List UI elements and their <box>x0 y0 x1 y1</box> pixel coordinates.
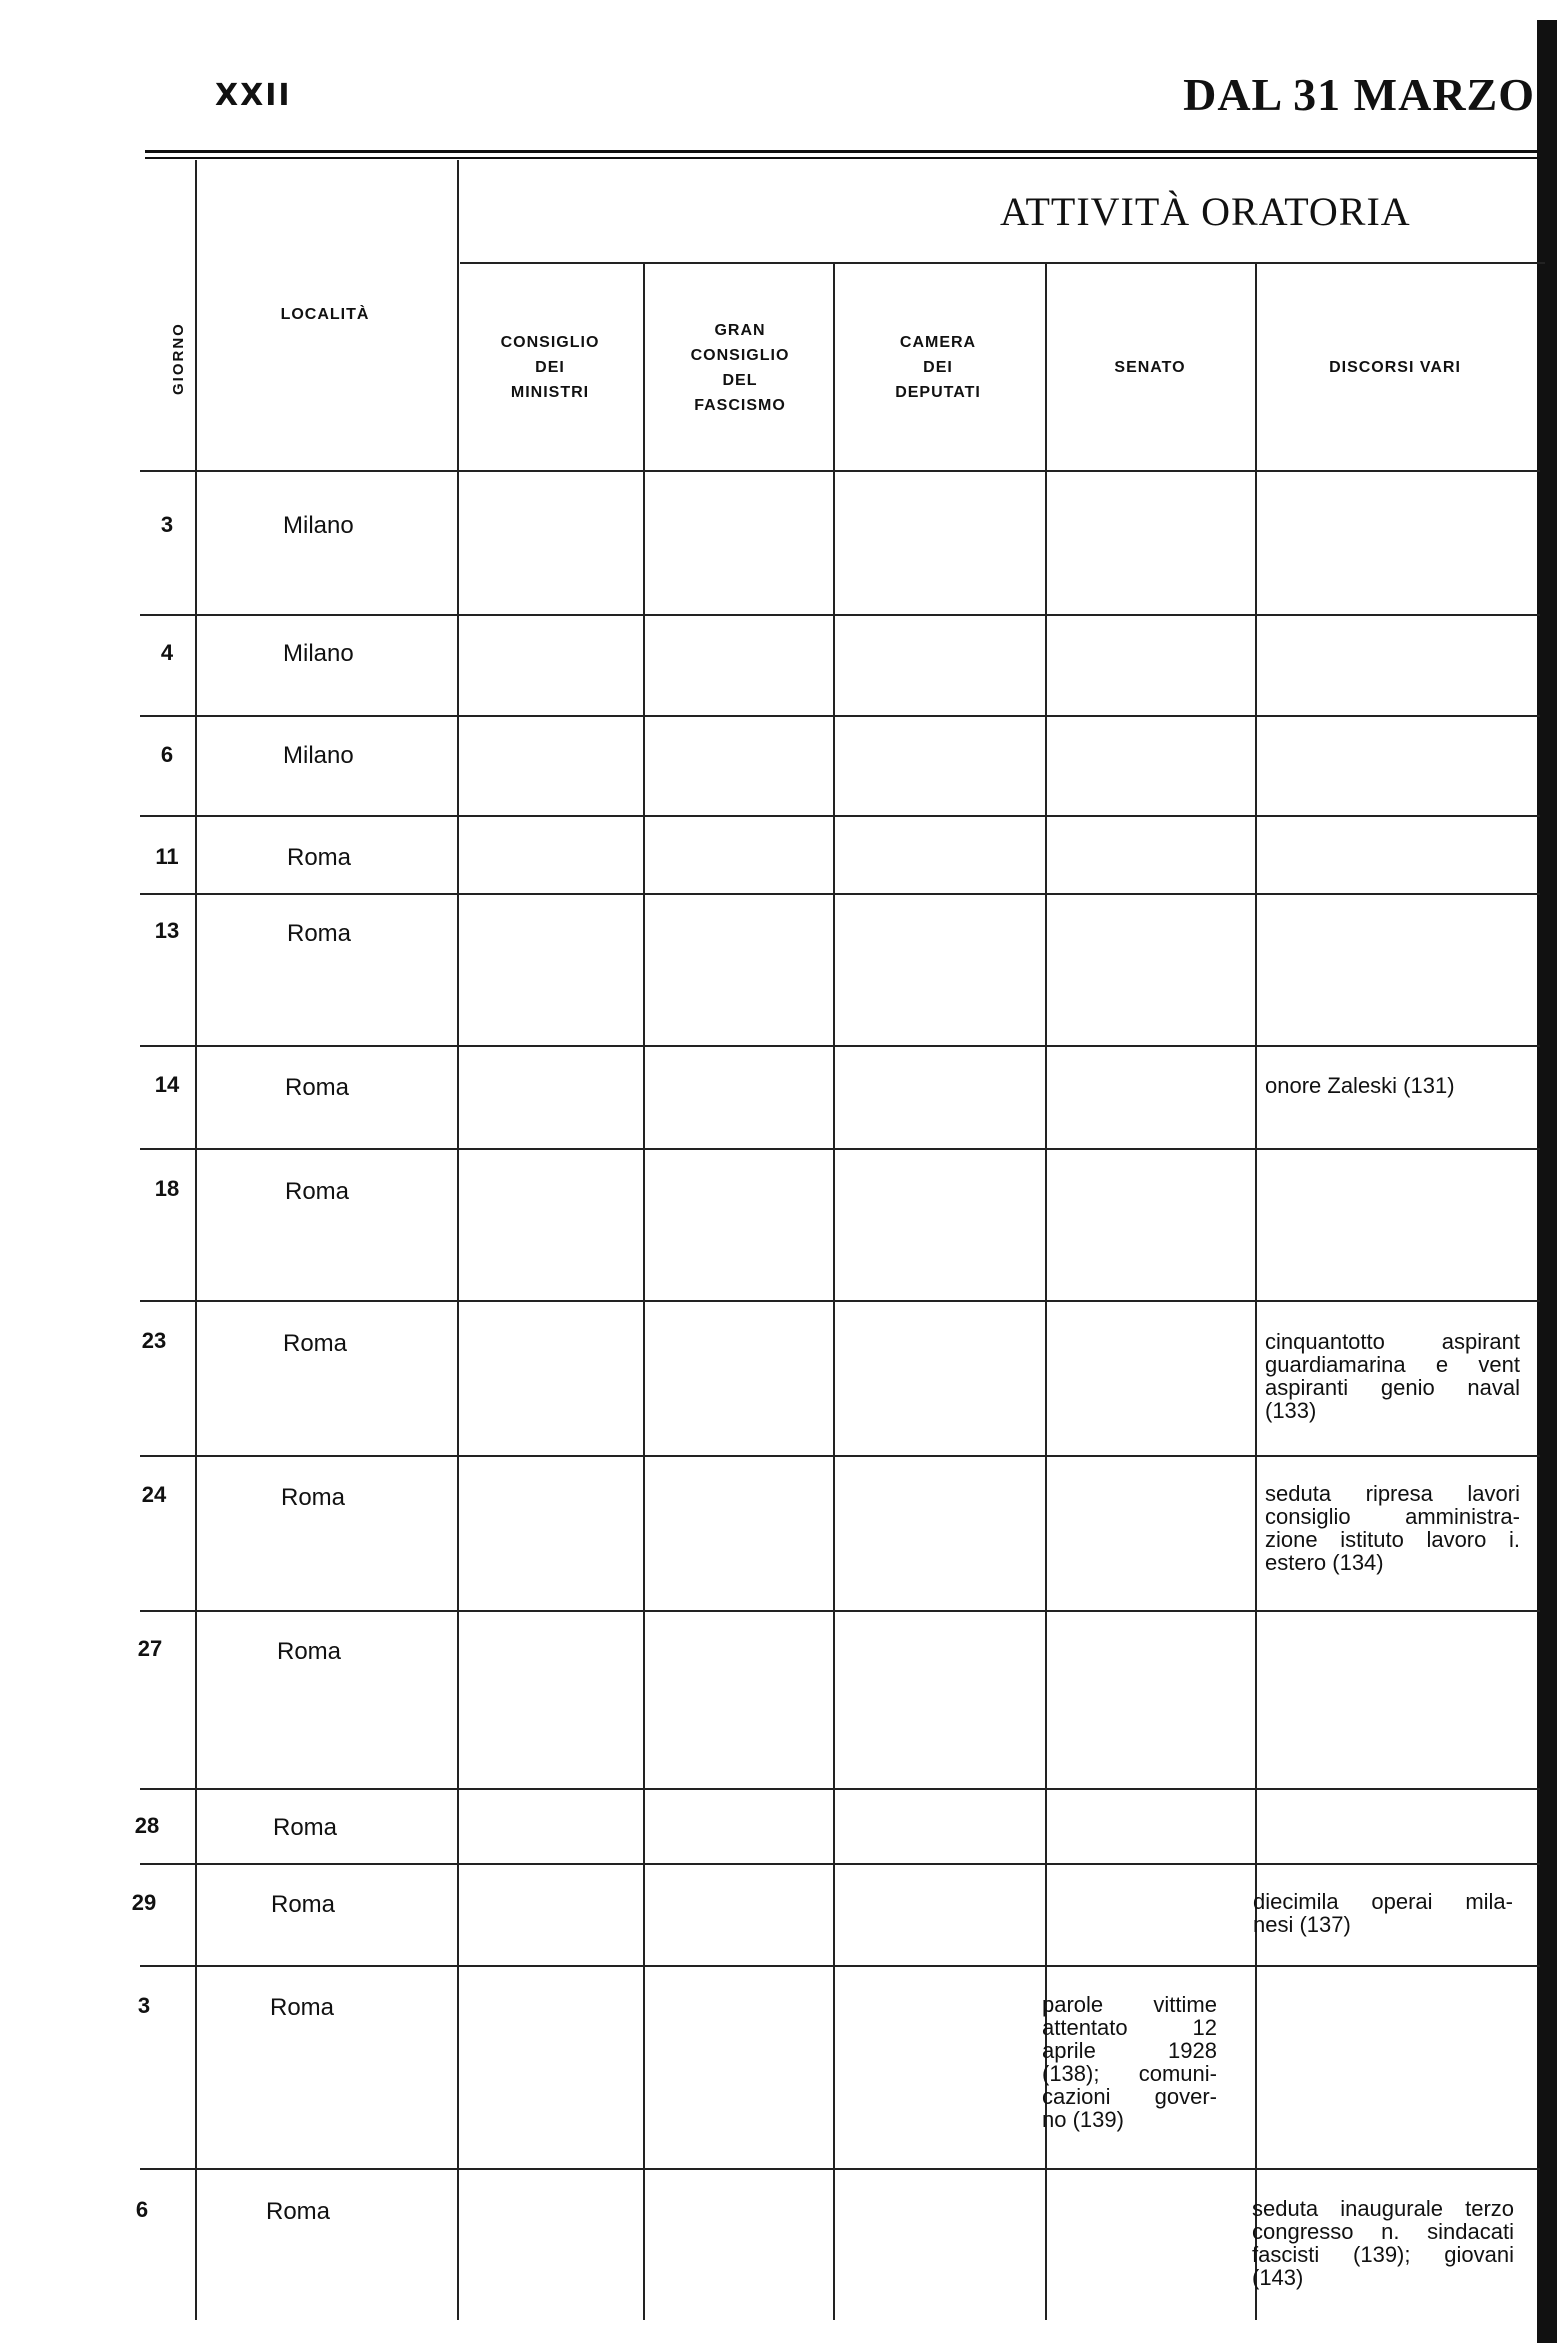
place-cell: Milano <box>283 512 354 539</box>
column-header-line: CONSIGLIO <box>500 334 600 351</box>
cell-line: cinquantotto aspirant <box>1265 1329 1520 1354</box>
cell-line: estero (134) <box>1265 1550 1384 1575</box>
cell-line: diecimila operai mila- <box>1253 1889 1513 1914</box>
cell-line: nesi (137) <box>1253 1912 1351 1937</box>
day-cell: 23 <box>141 1328 167 1353</box>
row-rule <box>140 893 1540 895</box>
day-cell: 6 <box>135 2197 149 2222</box>
row-rule <box>140 1300 1540 1302</box>
day-cell: 14 <box>154 1072 180 1097</box>
row-rule <box>140 1610 1540 1612</box>
column-rule <box>833 262 835 2320</box>
day-cell: 28 <box>134 1813 160 1838</box>
place-cell: Roma <box>273 1814 338 1841</box>
cell-line: onore Zaleski (131) <box>1265 1073 1455 1098</box>
place-cell: Milano <box>283 742 354 769</box>
column-header-consiglio-ministri <box>460 330 640 405</box>
day-cell: 6 <box>160 742 174 767</box>
row-rule <box>140 2168 1540 2170</box>
column-header-localita: LOCALITÀ <box>280 306 370 323</box>
discorsi-cell <box>1252 2197 1514 2289</box>
place-cell: Roma <box>266 2198 331 2225</box>
place-cell: Roma <box>285 1074 350 1101</box>
column-header-line: DEI <box>923 359 953 376</box>
column-header-line: GRAN <box>714 322 766 339</box>
column-header-line: DEI <box>535 359 565 376</box>
place-cell: Roma <box>281 1484 346 1511</box>
place-cell: Milano <box>283 640 354 667</box>
row-rule <box>140 1965 1540 1967</box>
cell-line: guardiamarina e vent <box>1265 1352 1520 1377</box>
column-header-line: DEL <box>722 372 758 389</box>
place-cell: Roma <box>285 1178 350 1205</box>
place-cell: Roma <box>287 920 352 947</box>
column-header-senato: SENATO <box>1114 359 1186 376</box>
cell-line: seduta ripresa lavori <box>1265 1481 1520 1506</box>
row-rule <box>140 715 1540 717</box>
place-cell: Roma <box>270 1994 335 2021</box>
place-cell: Roma <box>277 1638 342 1665</box>
cell-line: zione istituto lavoro i. <box>1265 1527 1520 1552</box>
day-cell: 4 <box>160 640 174 665</box>
discorsi-cell <box>1265 1330 1520 1422</box>
discorsi-cell <box>1265 1074 1510 1097</box>
discorsi-cell <box>1253 1890 1513 1936</box>
day-cell: 11 <box>155 844 179 869</box>
day-cell: 24 <box>141 1482 167 1507</box>
senato-cell <box>1042 1993 1217 2131</box>
day-cell: 13 <box>154 918 180 943</box>
cell-line: (138); comuni- <box>1042 2061 1217 2086</box>
column-header-gran-consiglio <box>650 318 830 418</box>
day-cell: 29 <box>131 1890 157 1915</box>
column-header-camera-deputati <box>848 330 1028 405</box>
row-rule <box>140 815 1540 817</box>
cell-line: aspiranti genio naval <box>1265 1375 1520 1400</box>
row-rule <box>140 470 1540 472</box>
cell-line: aprile 1928 <box>1042 2038 1217 2063</box>
cell-line: attentato 12 <box>1042 2015 1217 2040</box>
top-rule <box>145 150 1545 153</box>
place-cell: Roma <box>283 1330 348 1357</box>
column-header-giorno: GIORNO <box>170 322 187 395</box>
column-header-line: DEPUTATI <box>895 384 981 401</box>
column-header-discorsi-vari: DISCORSI VARI <box>1329 359 1461 376</box>
cell-line: cazioni gover- <box>1042 2084 1217 2109</box>
top-rule-thin <box>145 157 1545 159</box>
row-rule <box>140 1788 1540 1790</box>
page-number: XXII <box>215 78 292 113</box>
row-rule <box>140 1148 1540 1150</box>
column-header-line: MINISTRI <box>510 384 590 401</box>
day-cell: 3 <box>137 1993 151 2018</box>
column-rule <box>195 160 197 2320</box>
header-group-rule <box>460 262 1545 264</box>
column-rule <box>643 262 645 2320</box>
running-title: DAL 31 MARZO <box>1183 69 1535 120</box>
page-edge-shadow <box>1537 20 1557 2343</box>
discorsi-cell <box>1265 1482 1520 1574</box>
column-rule <box>457 160 459 2320</box>
day-cell: 3 <box>160 512 174 537</box>
row-rule <box>140 1455 1540 1457</box>
row-rule <box>140 614 1540 616</box>
day-cell: 27 <box>137 1636 163 1661</box>
cell-line: fascisti (139); giovani <box>1252 2242 1514 2267</box>
row-rule <box>140 1045 1540 1047</box>
cell-line: (133) <box>1265 1398 1317 1423</box>
place-cell: Roma <box>271 1891 336 1918</box>
cell-line: consiglio amministra- <box>1265 1504 1520 1529</box>
column-rule <box>1255 262 1257 2320</box>
section-title: ATTIVITÀ ORATORIA <box>1000 189 1411 234</box>
column-header-line: CAMERA <box>899 334 977 351</box>
column-header-line: FASCISMO <box>694 397 786 414</box>
cell-line: congresso n. sindacati <box>1252 2219 1514 2244</box>
cell-line: no (139) <box>1042 2107 1124 2132</box>
cell-line: seduta inaugurale terzo <box>1252 2196 1514 2221</box>
cell-line: (143) <box>1252 2265 1304 2290</box>
row-rule <box>140 1863 1540 1865</box>
day-cell: 18 <box>154 1176 180 1201</box>
column-header-line: CONSIGLIO <box>690 347 790 364</box>
place-cell: Roma <box>287 844 352 871</box>
cell-line: parole vittime <box>1042 1992 1217 2017</box>
